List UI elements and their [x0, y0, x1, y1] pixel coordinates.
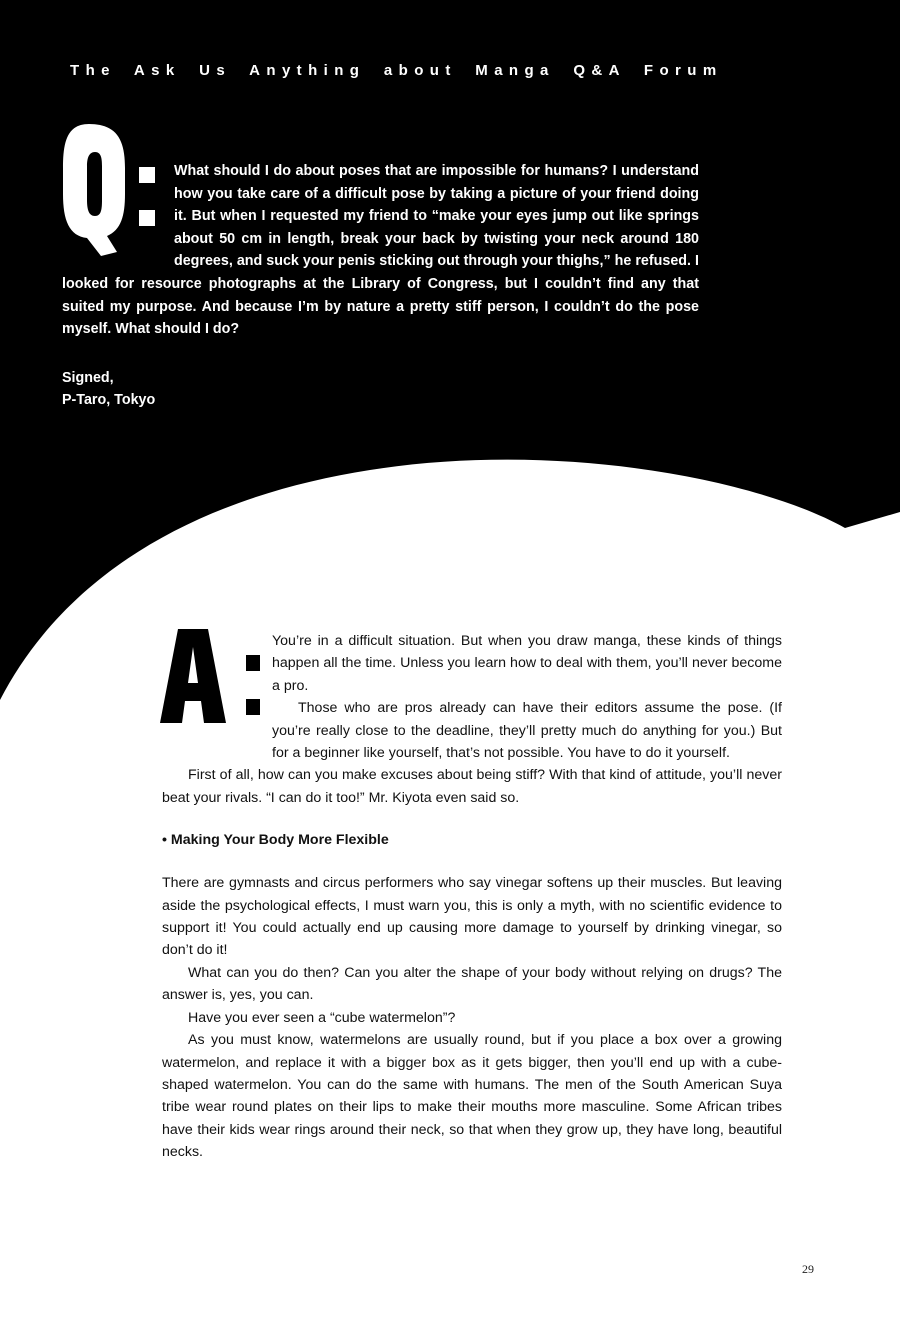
page-header-title: The Ask Us Anything about Manga Q&A Forum — [70, 62, 723, 79]
question-signature — [62, 367, 155, 411]
answer-paragraph-7: As you must know, watermelons are usually round, but if you place a box over a growing watermelon, and replace it with a bigger box as it gets bigger, then you’ll end up with a cube-shaped watermelon. You can do the same with humans. The men of the South American Suya tribe wear round plates on their lips to make their mouths more masculine. Some African tribes have their kids wear rings around their neck, so that when they grow up, they have long, beautiful necks. — [162, 1032, 782, 1161]
question-text: What should I do about poses that are impossible for humans? I understand how you take care of a difficult pose by taking a picture of your friend doing it. But when I requested my friend to “make your eyes jump out like springs about 50 cm in length, break your back by twisting your neck around 180 degrees, and suck your penis sticking out through your thighs,” he refused. I looked for resource photographs at the Library of Congress, but I couldn’t find any that suited my purpose. And because I’m by nature a pretty stiff person, I couldn’t do the pose myself. What should I do? — [62, 163, 699, 338]
answer-body — [162, 630, 782, 1164]
answer-paragraph-2: Those who are pros already can have their editors assume the pose. (If you’re really close to the deadline, they’ll pretty much do anything for you.) But for a beginner like yourself, that’s not possible. You have to do it yourself. — [272, 700, 782, 762]
answer-paragraph-4: There are gymnasts and circus performers who say vinegar softens up their muscles. But leaving aside the psychological effects, I must warn you, this is only a myth, with no scientific evidence to support it! You could actually end up causing more damage to yourself by drinking vinegar, so don’t do it! — [162, 875, 782, 959]
answer-paragraph-5: What can you do then? Can you alter the shape of your body without relying on drugs? The answer is, yes, you can. — [162, 964, 782, 1004]
signed-author: P-Taro, Tokyo — [62, 392, 156, 408]
page-number: 29 — [802, 1262, 814, 1276]
answer-paragraph-6: Have you ever seen a “cube watermelon”? — [188, 1009, 456, 1026]
question-text-block — [62, 160, 699, 341]
answer-paragraph-3: First of all, how can you make excuses about being stiff? With that kind of attitude, you’ll never beat your rivals. “I can do it too!” Mr. Kiyota even said so. — [162, 767, 782, 806]
section-heading: • Making Your Body More Flexible — [162, 832, 389, 849]
signed-label: Signed, — [62, 370, 114, 386]
q-letter-spacer — [62, 160, 174, 270]
a-letter-spacer — [162, 630, 272, 762]
answer-paragraph-1: You’re in a difficult situation. But when you draw manga, these kinds of things happen all the time. Unless you learn how to deal with them, you’ll never become a pro. — [272, 633, 782, 694]
